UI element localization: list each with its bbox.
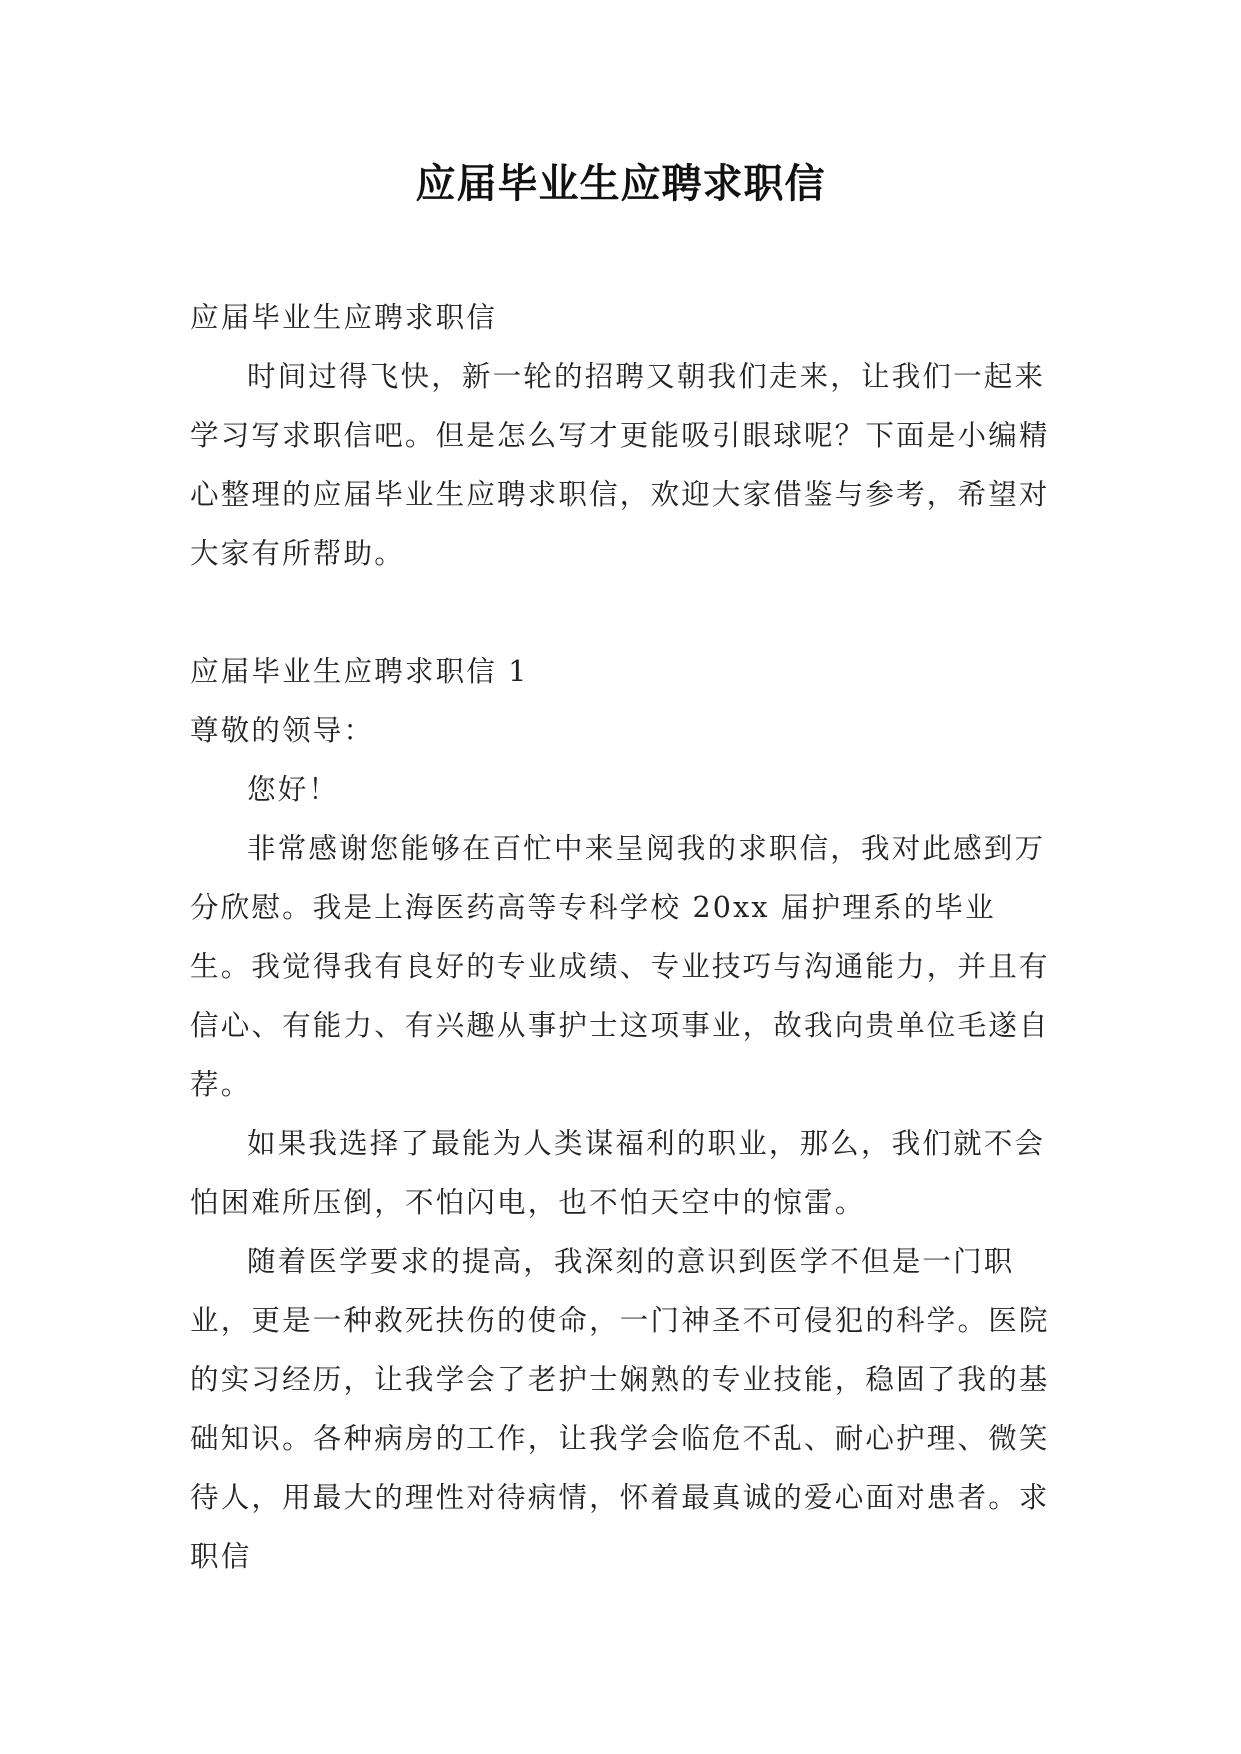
body-paragraph: 随着医学要求的提高，我深刻的意识到医学不但是一门职业，更是一种救死扶伤的使命，一门神圣不可侵犯的科学。医院的实习经历，让我学会了老护士娴熟的专业技能，稳固了我的基础知识。各种病房的工作，让我学会临危不乱、耐心护理、微笑待人，用最大的理性对待病情，怀着最真诚的爱心面对患者。求职信 [190, 1245, 1050, 1573]
salutation: 尊敬的领导： [190, 714, 375, 747]
section-heading: 应届毕业生应聘求职信 1 [190, 655, 529, 688]
document-body [190, 288, 1052, 1586]
greeting: 您好！ [247, 773, 340, 806]
document-title: 应届毕业生应聘求职信 [415, 160, 826, 207]
paragraph-gap [190, 583, 1052, 642]
intro-paragraph: 时间过得飞快，新一轮的招聘又朝我们走来，让我们一起来学习写求职信吧。但是怎么写才更能吸引眼球呢？下面是小编精心整理的应届毕业生应聘求职信，欢迎大家借鉴与参考，希望对大家有所帮助。 [190, 360, 1050, 570]
document-subtitle: 应届毕业生应聘求职信 [190, 301, 498, 334]
body-paragraph: 如果我选择了最能为人类谋福利的职业，那么，我们就不会怕困难所压倒，不怕闪电，也不怕天空中的惊雷。 [190, 1127, 1046, 1219]
body-paragraph: 非常感谢您能够在百忙中来呈阅我的求职信，我对此感到万分欣慰。我是上海医药高等专科学校 20xx 届护理系的毕业生。我觉得我有良好的专业成绩、专业技巧与沟通能力，并且有信心、有能力、有兴趣从事护士这项事业，故我向贵单位毛遂自荐。 [190, 832, 1050, 1101]
